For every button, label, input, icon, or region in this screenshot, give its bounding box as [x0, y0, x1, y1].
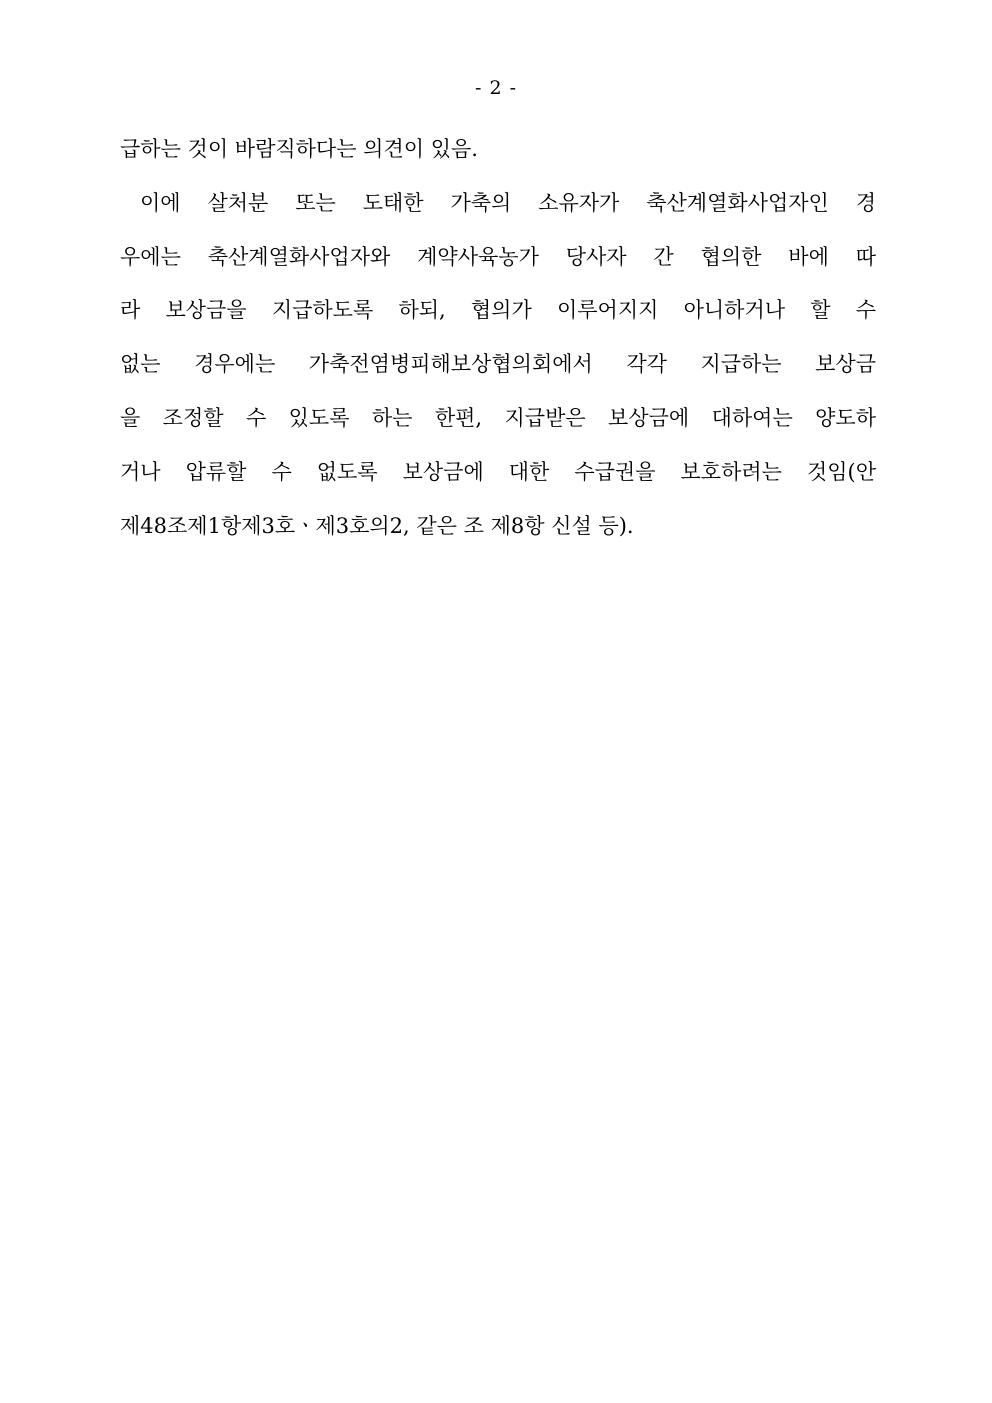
body-text	[120, 133, 876, 563]
paragraph-line-1: 이에 살처분 또는 도태한 가축의 소유자가 축산계열화사업자인 경	[140, 190, 876, 215]
paragraph-line-4: 없는 경우에는 가축전염병피해보상협의회에서 각각 지급하는 보상금	[120, 352, 876, 377]
paragraph-line-3: 라 보상금을 지급하도록 하되, 협의가 이루어지지 아니하거나 할 수	[120, 298, 876, 323]
paragraph-line-7: 제48조제1항제3호ㆍ제3호의2, 같은 조 제8항 신설 등).	[120, 513, 634, 538]
paragraph-line-6: 거나 압류할 수 없도록 보상금에 대한 수급권을 보호하려는 것임(안	[120, 459, 876, 484]
paragraph-line-5: 을 조정할 수 있도록 하는 한편, 지급받은 보상금에 대하여는 양도하	[120, 405, 876, 430]
paragraph-line-2: 우에는 축산계열화사업자와 계약사육농가 당사자 간 협의한 바에 따	[120, 244, 876, 269]
page-number: - 2 -	[474, 77, 517, 99]
paragraph-continuation-line: 급하는 것이 바람직하다는 의견이 있음.	[120, 137, 478, 161]
